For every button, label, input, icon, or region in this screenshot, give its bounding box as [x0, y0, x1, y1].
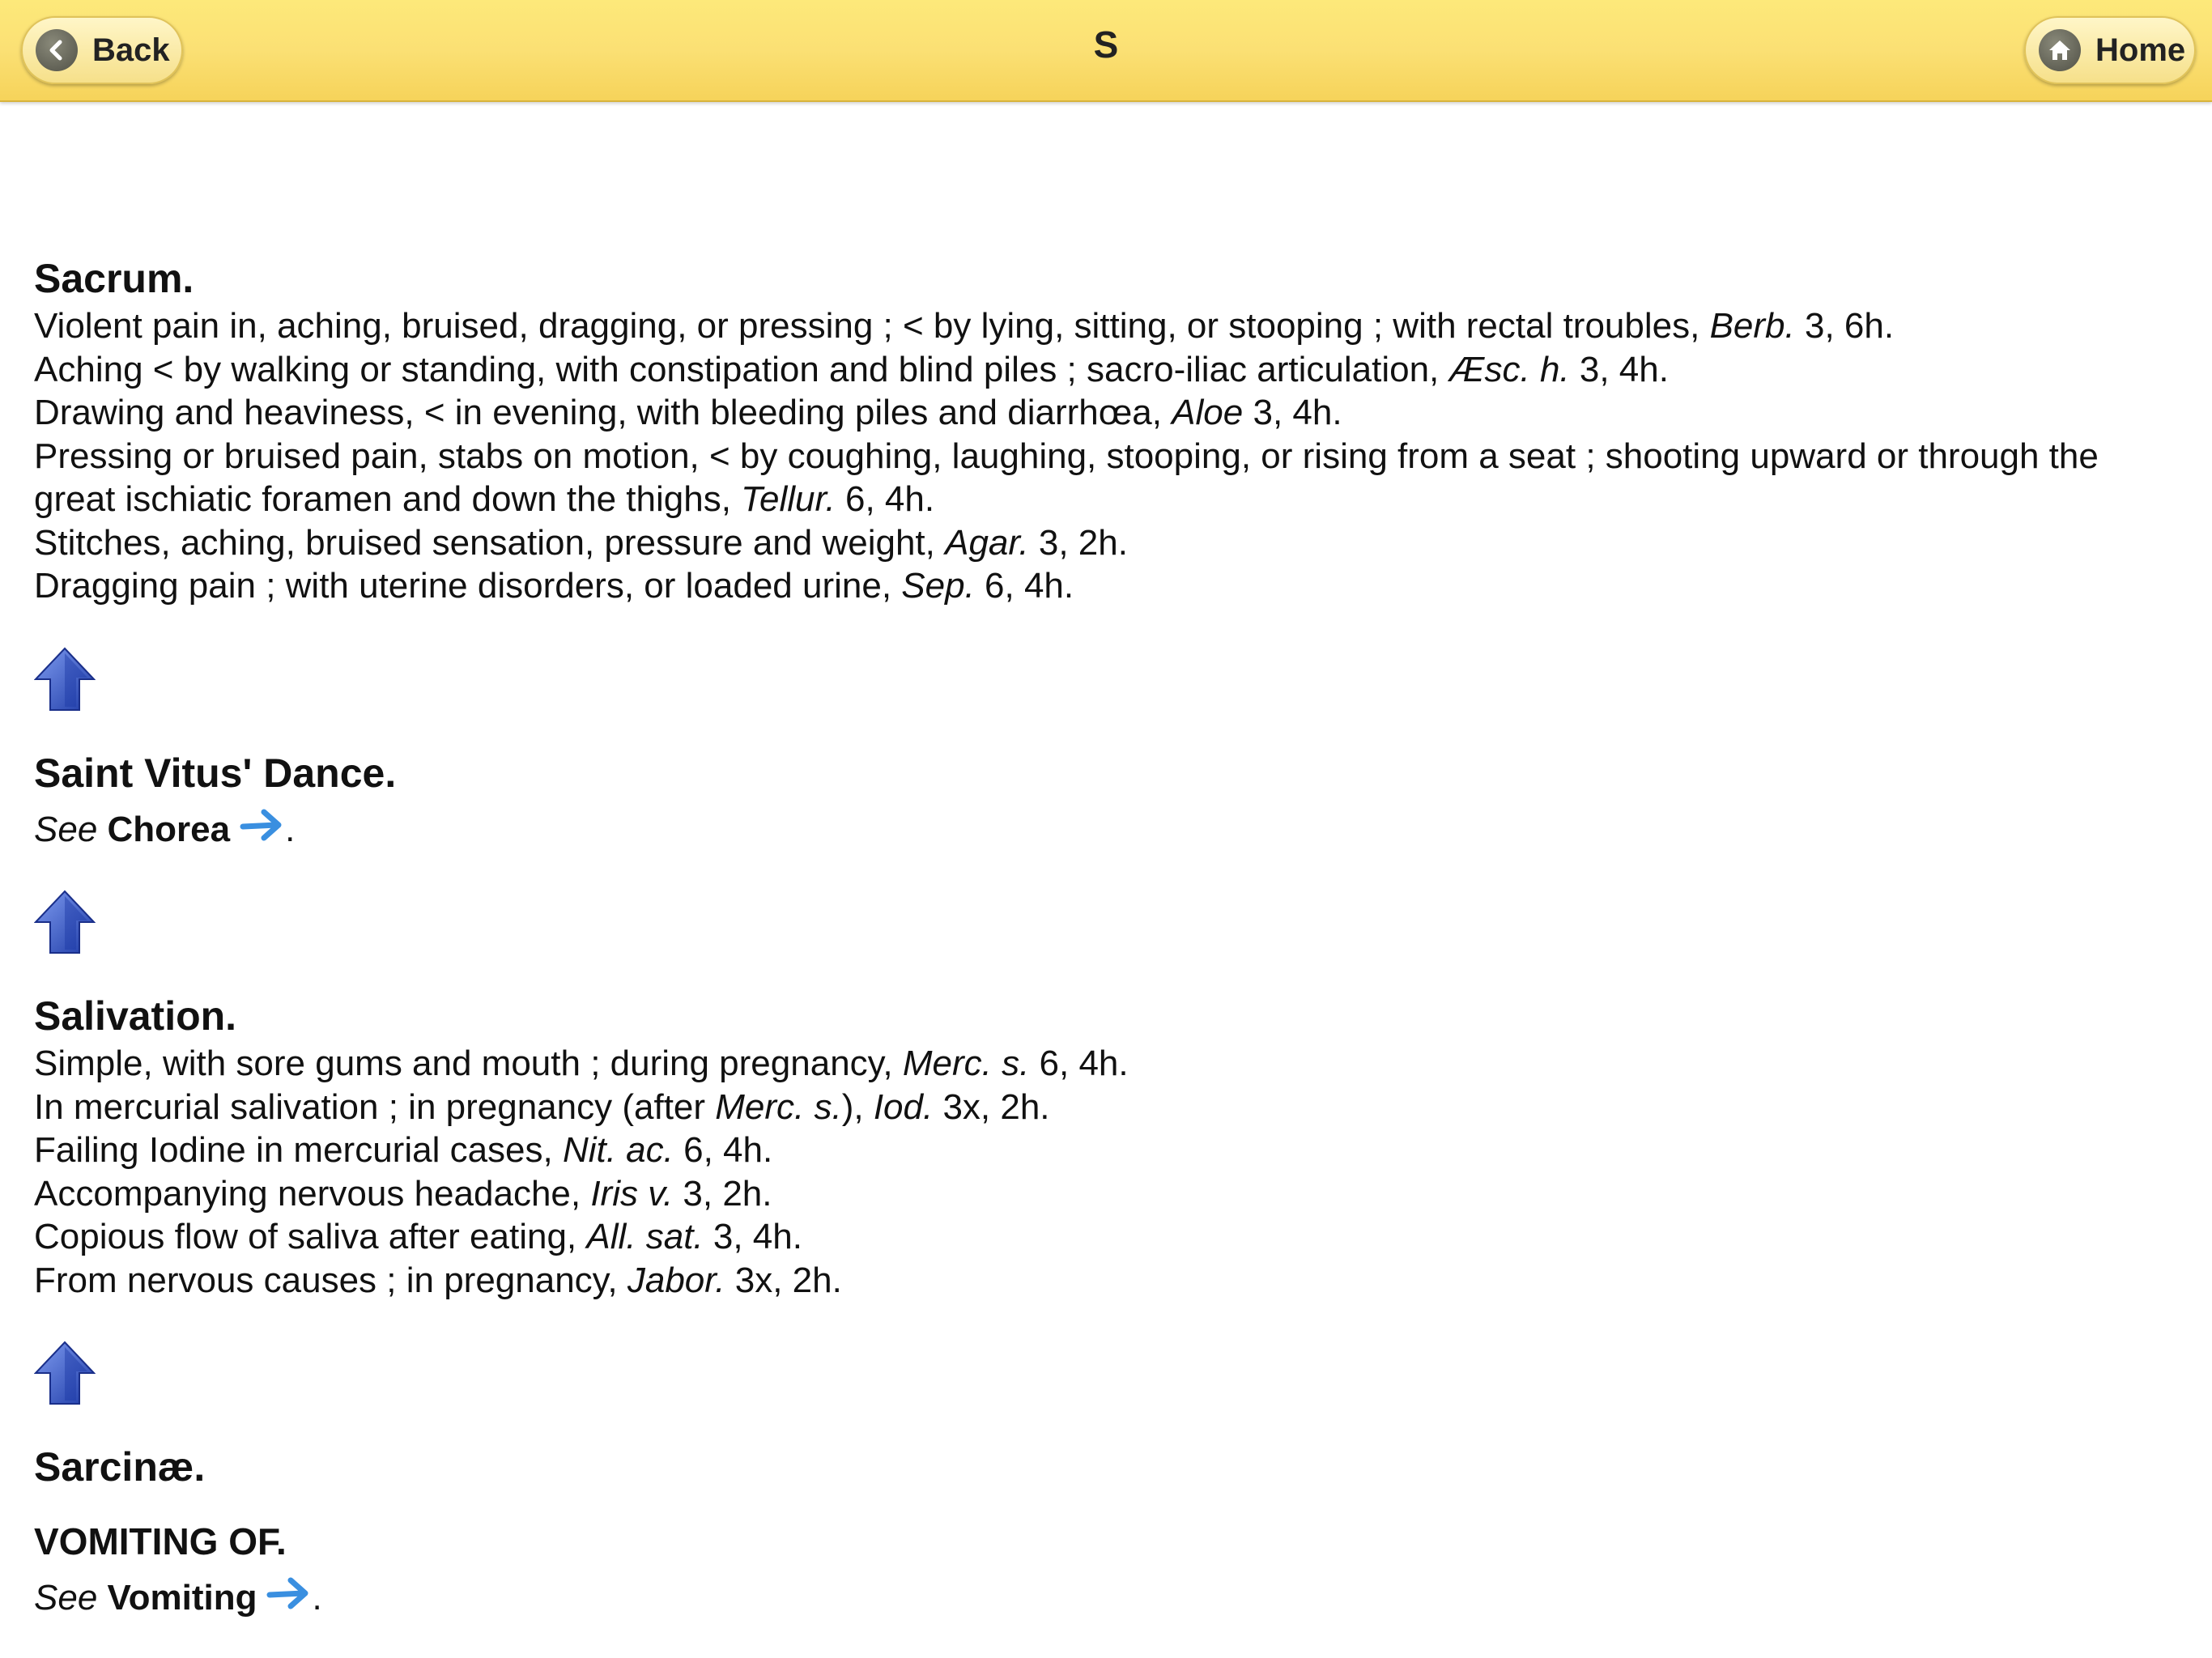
section-saint-vitus-dance — [34, 747, 2172, 852]
dose: 3x, 2h. — [933, 1086, 1050, 1127]
remedy-name: Agar. — [945, 522, 1029, 563]
remedy-name: Sep. — [901, 566, 975, 606]
remedy-name: Aloe — [1172, 393, 1244, 432]
entry-text: Violent pain in, aching, bruised, dragging, or pressing ; < by lying, sitting, or stooping ; with rectal troubles, — [34, 306, 1710, 346]
up-arrow-icon[interactable] — [34, 1341, 96, 1405]
home-icon — [2039, 29, 2081, 71]
entry — [34, 391, 2172, 435]
see-link[interactable]: Vomiting — [107, 1578, 257, 1618]
see-label: See — [34, 809, 98, 849]
section-title: Sacrum. — [34, 256, 194, 301]
entry-text: Aching < by walking or standing, with constipation and blind piles ; sacro-iliac articulation, — [34, 349, 1449, 389]
see-reference — [34, 807, 2172, 852]
back-button-label: Back — [92, 32, 170, 68]
dose: ), — [841, 1086, 874, 1127]
section-sarcinae — [34, 1441, 2172, 1620]
entry — [34, 435, 2172, 521]
dose: 3, 6h. — [1794, 306, 1895, 346]
entry — [34, 1259, 2172, 1303]
dose: 3, 4h. — [1243, 393, 1342, 432]
home-button-label: Home — [2095, 32, 2186, 68]
dose: 3x, 2h. — [725, 1260, 842, 1300]
spacer — [34, 1493, 2172, 1516]
remedy-name: Nit. ac. — [562, 1130, 674, 1170]
dose: 6, 4h. — [1029, 1044, 1129, 1083]
see-link[interactable]: Chorea — [107, 809, 231, 849]
arrow-right-icon[interactable] — [266, 1575, 312, 1611]
section-sacrum — [34, 253, 2172, 608]
see-suffix: . — [312, 1578, 322, 1618]
entry-text: In mercurial salivation ; in pregnancy (after — [34, 1086, 716, 1127]
entry — [34, 348, 2172, 392]
entry — [34, 304, 2172, 348]
section-title: Salivation. — [34, 993, 237, 1039]
remedy-name: Iod. — [873, 1086, 934, 1127]
entry-text: Dragging pain ; with uterine disorders, or loaded urine, — [34, 566, 902, 606]
dose: 3, 4h. — [703, 1217, 802, 1256]
section-title: Sarcinæ. — [34, 1444, 206, 1490]
see-reference — [34, 1575, 2172, 1620]
remedy-name: Merc. s. — [902, 1044, 1030, 1083]
arrow-right-icon[interactable] — [240, 807, 285, 843]
remedy-name: Æsc. h. — [1448, 349, 1570, 389]
dose: 6, 4h. — [673, 1130, 773, 1170]
section-salivation — [34, 990, 2172, 1302]
remedy-name: Tellur. — [741, 479, 836, 519]
entry — [34, 1042, 2172, 1086]
entry-text: Pressing or bruised pain, stabs on motion, < by coughing, laughing, stooping, or rising from a seat ; shooting upward or through the great ischiatic foramen and down the thighs, — [34, 436, 2099, 519]
see-label: See — [34, 1578, 98, 1618]
remedy-name: Berb. — [1709, 306, 1795, 346]
section-title: Saint Vitus' Dance. — [34, 750, 397, 796]
entry-text: From nervous causes ; in pregnancy, — [34, 1260, 627, 1300]
entry-text: Accompanying nervous headache, — [34, 1173, 591, 1214]
dose: 3, 4h. — [1569, 349, 1669, 389]
subsection-title: VOMITING OF. — [34, 1520, 287, 1562]
entry-text: Simple, with sore gums and mouth ; during pregnancy, — [34, 1044, 903, 1083]
content-area — [34, 253, 2172, 1620]
up-arrow-icon[interactable] — [34, 890, 96, 954]
navigation-bar — [0, 0, 2212, 102]
dose: 3, 2h. — [1028, 522, 1128, 563]
remedy-name: Merc. s. — [715, 1086, 842, 1127]
entry-text: Failing Iodine in mercurial cases, — [34, 1130, 563, 1170]
entry — [34, 1129, 2172, 1172]
entry-text: Stitches, aching, bruised sensation, pressure and weight, — [34, 522, 946, 563]
dose: 6, 4h. — [835, 479, 935, 519]
entry — [34, 1086, 2172, 1129]
entry — [34, 521, 2172, 565]
page-title: S — [1093, 23, 1119, 66]
remedy-name: All. sat. — [586, 1217, 704, 1256]
entry — [34, 564, 2172, 608]
remedy-name: Iris v. — [590, 1173, 674, 1214]
up-arrow-icon[interactable] — [34, 647, 96, 712]
entry-text: Drawing and heaviness, < in evening, with bleeding piles and diarrhœa, — [34, 393, 1172, 432]
home-button[interactable] — [2024, 16, 2196, 84]
see-suffix: . — [285, 809, 296, 849]
entry — [34, 1215, 2172, 1259]
dose: 6, 4h. — [974, 566, 1074, 606]
remedy-name: Jabor. — [627, 1260, 725, 1300]
entry — [34, 1172, 2172, 1216]
dose: 3, 2h. — [673, 1173, 772, 1214]
entry-text: Copious flow of saliva after eating, — [34, 1217, 587, 1256]
